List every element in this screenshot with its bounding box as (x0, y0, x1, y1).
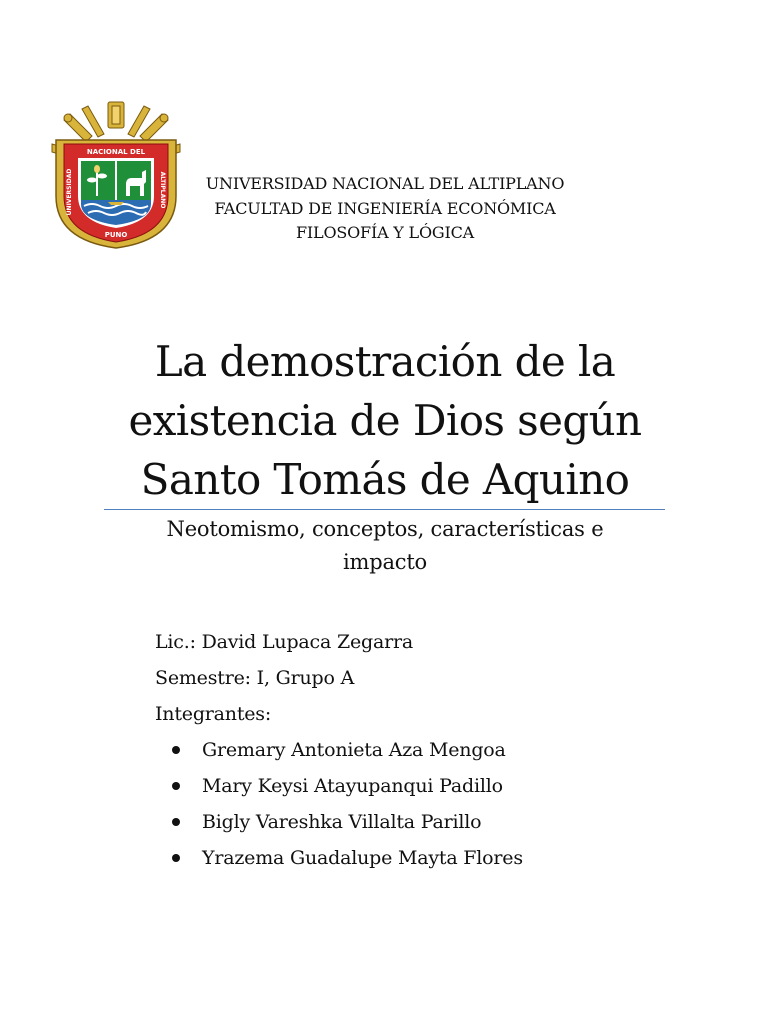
title-underline-rule (104, 509, 665, 510)
title-line-1: La demostración de la (154, 337, 616, 386)
university-crest-logo (48, 100, 184, 250)
members-list (155, 732, 523, 876)
subtitle-line-1: Neotomismo, conceptos, características e (166, 517, 604, 541)
list-item (155, 840, 523, 876)
list-item (155, 768, 523, 804)
course-info (155, 624, 523, 876)
university-name: UNIVERSIDAD NACIONAL DEL ALTIPLANO (205, 174, 565, 193)
document-subtitle (90, 513, 680, 579)
course-name: FILOSOFÍA Y LÓGICA (296, 223, 474, 242)
members-label: Integrantes: (155, 703, 272, 725)
svg-text:NACIONAL DEL: NACIONAL DEL (86, 148, 146, 156)
member-name: Gremary Antonieta Aza Mengoa (202, 739, 506, 761)
semester-line: Semestre: I, Grupo A (155, 667, 355, 689)
member-name: Bigly Vareshka Villalta Parillo (202, 811, 482, 833)
bullet-icon (172, 854, 180, 862)
title-line-2: existencia de Dios según (128, 396, 642, 445)
bullet-icon (172, 782, 180, 790)
faculty-name: FACULTAD DE INGENIERÍA ECONÓMICA (214, 198, 556, 218)
member-name: Mary Keysi Atayupanqui Padillo (202, 775, 503, 797)
document-title (60, 332, 710, 509)
bullet-icon (172, 818, 180, 826)
bullet-icon (172, 746, 180, 754)
list-item (155, 732, 523, 768)
subtitle-line-2: impacto (342, 550, 428, 574)
title-line-3: Santo Tomás de Aquino (140, 455, 630, 504)
svg-text:ALTIPLANO: ALTIPLANO (159, 171, 166, 209)
svg-text:UNIVERSIDAD: UNIVERSIDAD (66, 168, 73, 216)
professor-line: Lic.: David Lupaca Zegarra (155, 631, 413, 653)
institution-header (190, 172, 580, 246)
svg-text:PUNO: PUNO (104, 231, 128, 239)
member-name: Yrazema Guadalupe Mayta Flores (202, 847, 523, 869)
list-item (155, 804, 523, 840)
